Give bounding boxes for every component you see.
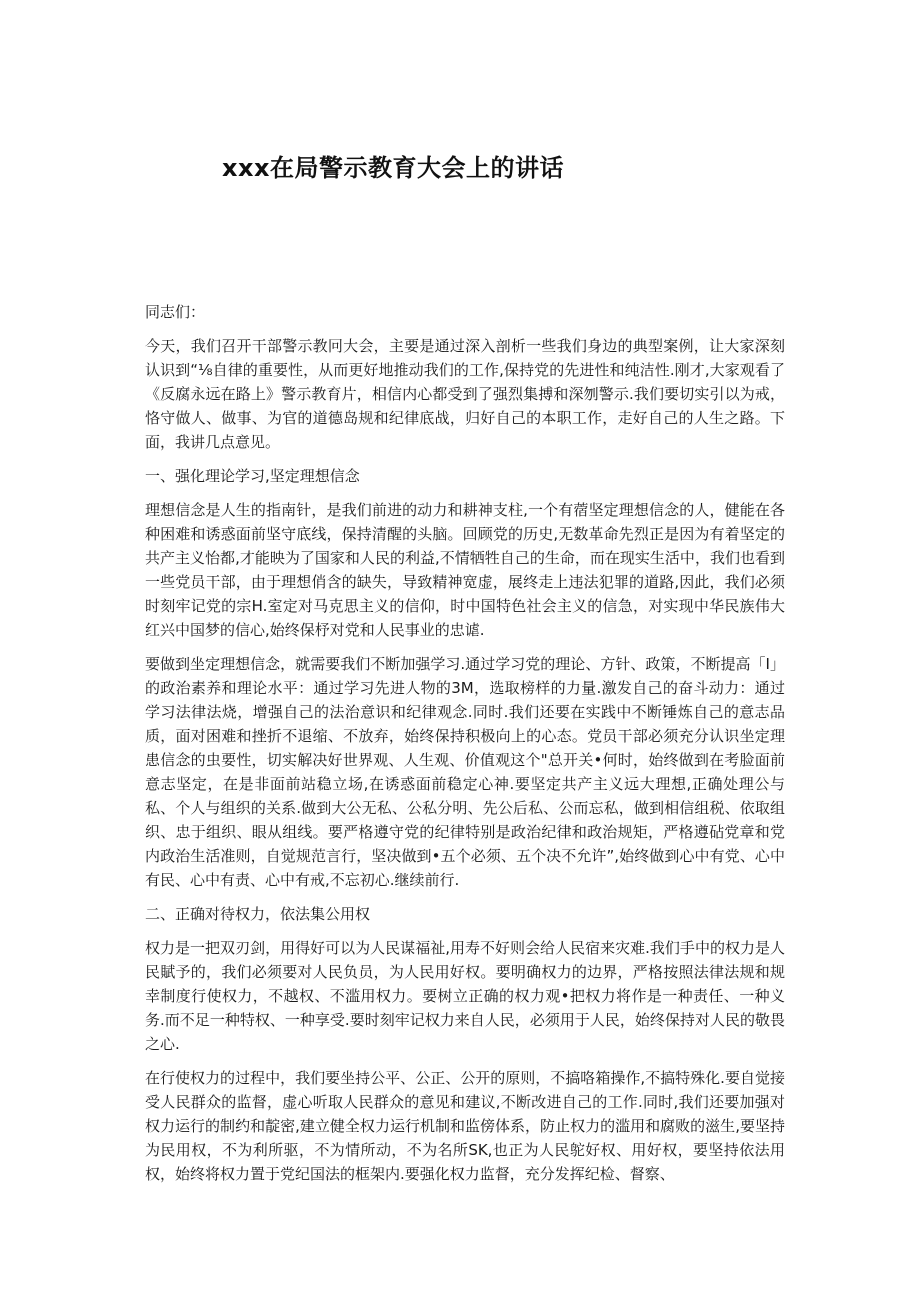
section-heading-2: 二、正确对待权力，依法集公用权 [145, 905, 371, 923]
paragraph-power: 权力是一把双刃剑，用得好可以为人民谋福祉,用寿不好则会给人民宿来灾难.我们手中的权力是人民賦予的，我们必须要对人民负员，为人民用好权。要明确权力的边界，严格按照法律法规和规幸制度行使权力，不越权、不滥用权力。要树立正确的权力观•把权力将作是一种责任、一种义务.而不足一种特权、一种享受.要时刻牢记权力来自人民，必须用于人民，始终保持对人民的敬畏之心. [145, 939, 785, 1053]
paragraph-study: 要做到坐定理想信念，就需要我们不断加强学习.通过学习党的理论、方针、政策，不断提高「I」的政治素养和理论水平：通过学习先进人物的3M，选取榜样的力量.激发自己的奋斗动力：通过学习法律法烧，增强自己的法治意识和纪律观念.同时.我们还要在实践中不断锤炼自己的意志品质，面对困难和挫折不退缩、不放弃，始终保持积极向上的心态。党员干部必须充分认识坐定理患信念的虫要性，切实解决好世界观、人生观、价值观这个"总开关•何时，始终做到在考脸面前意志坚定，在是非面前站稳立场,在诱惑面前稳定心神.要坚定共产主义远大理想,正确处理公与私、个人与组织的关系.做到大公无私、公私分明、先公后私、公而忘私，做到相信组税、依取组织、忠于组织、眼从组线。要严格遵守党的纪律特别是政治纪律和政治规矩，严格遵砧党章和党内政治生活准则，自觉规范言行，坚决做到•五个必须、五个决不允许”,始终做到心中有党、心中有民、心中有责、心中有戒,不忘初心.继续前行. [145, 655, 785, 889]
section-heading-1: 一、强化理论学习,坚定理想信念 [145, 467, 360, 485]
paragraph-ideals: 理想信念是人生的指南针，是我们前进的动力和耕神支柱,一个有蓿坚定理想信念的人，健能在各种困难和诱惑面前坚守底线，保持清醒的头脑。回顾党的历史,无数革命先烈正是因为有着坚定的共产主义怡都,才能映为了国家和人民的利益,不情牺牲自己的生命，而在现实生活中，我们也看到一些党员干部，由于理想俏含的缺失，导致精神宽虚，展终走上违法犯罪的道路,因此，我们必须时刻牢记党的宗H.室定对马克思主义的信仰，时中国特色社会主义的信急，对实现中华民族伟大红兴中国梦的信心,始终保杼对党和人民事业的忠谑. [145, 501, 785, 639]
document-title: xxx在局警示教育大会上的讲话 [222, 154, 564, 182]
salutation: 同志们： [145, 303, 206, 321]
document-body [145, 300, 785, 1196]
paragraph-intro: 今天，我们召开干部警示教冋大会，主要是通过深入剖析一些我们身边的典型案例，让大家深刻认识到“⅛自律的重要性，从而更好地推动我们的工作,保持党的先进性和纯洁性.刚才,大家观看了《反腐永远在路上》警示教育片，相信内心都受到了强烈集搏和深刎警示.我们要切实引以为戒，恪守做人、做事、为官的道德岛规和纪律底战，归好自己的本职工作，走好自己的人生之路。下面，我讲几点意见。 [145, 337, 785, 451]
paragraph-exercise-power: 在行使权力的过程中，我们要坐持公平、公正、公开的原则，不搞咯箱操作,不搞特殊化.要自觉接受人民群众的监督，虚心听取人民群众的意见和建议,不断改进自己的工作.同时,我们还要加强对权力运行的制约和靛密,建立健全权力运行机制和监傍体系，防止权力的滥用和腐败的滋生,要坚持为民用权，不为利所驱，不为情所动，不为名所SK,也正为人民鸵好权、用好权，要坚持依法用权，始终将权力置于党纪国法的框架内.要强化权力监督，充分发挥纪检、督察、 [145, 1069, 785, 1183]
